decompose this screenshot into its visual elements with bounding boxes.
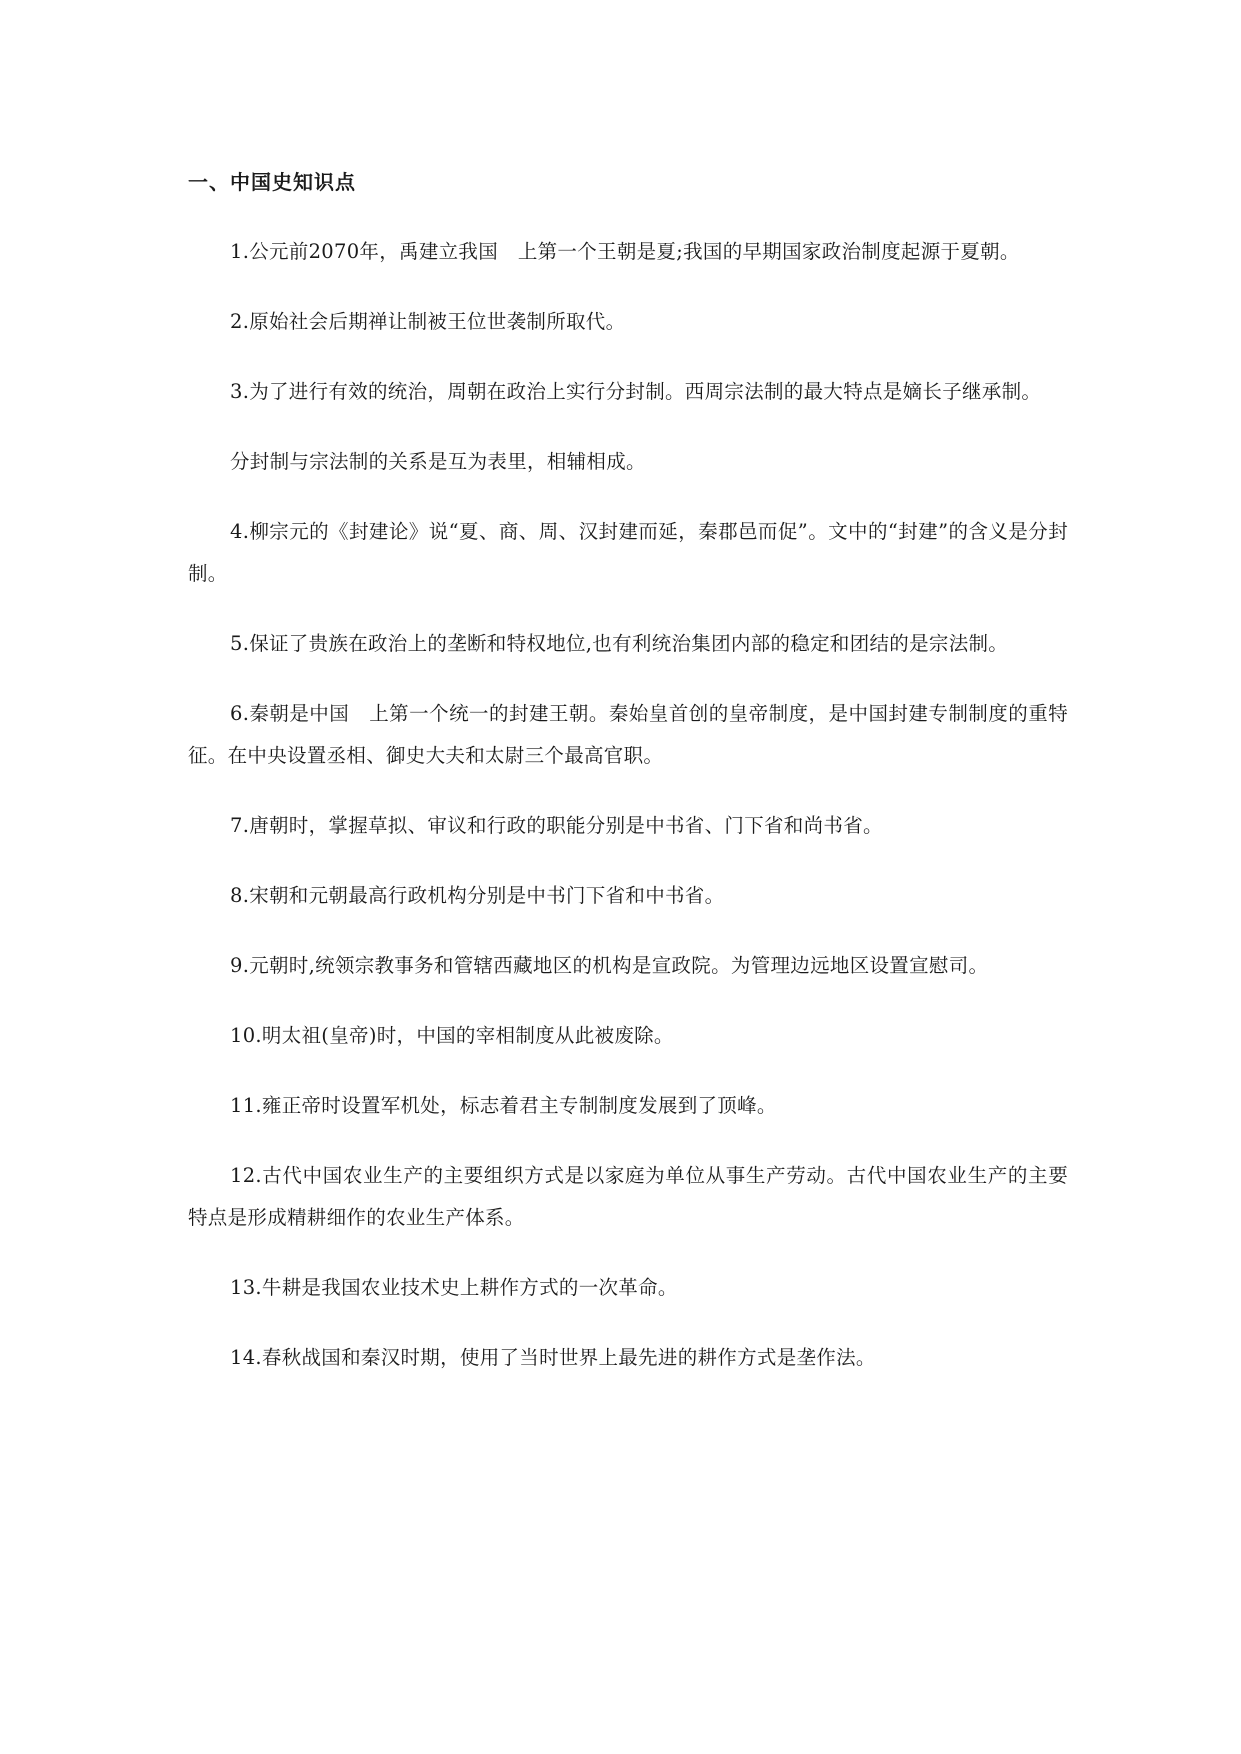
paragraph-3: 3.为了进行有效的统治，周朝在政治上实行分封制。西周宗法制的最大特点是嫡长子继承制。 <box>230 380 1042 403</box>
paragraph-11: 11.雍正帝时设置军机处，标志着君主专制制度发展到了顶峰。 <box>230 1094 777 1117</box>
paragraph-7: 7.唐朝时，掌握草拟、审议和行政的职能分别是中书省、门下省和尚书省。 <box>230 814 883 837</box>
paragraph-13: 13.牛耕是我国农业技术史上耕作方式的一次革命。 <box>230 1276 678 1299</box>
paragraph-3-note: 分封制与宗法制的关系是互为表里，相辅相成。 <box>230 450 646 473</box>
paragraph-12: 12.古代中国农业生产的主要组织方式是以家庭为单位从事生产劳动。古代中国农业生产的主要特点是形成精耕细作的农业生产体系。 <box>188 1164 1068 1229</box>
paragraph-2: 2.原始社会后期禅让制被王位世袭制所取代。 <box>230 310 626 333</box>
paragraph-5: 5.保证了贵族在政治上的垄断和特权地位,也有利统治集团内部的稳定和团结的是宗法制。 <box>230 632 1009 655</box>
paragraph-8: 8.宋朝和元朝最高行政机构分别是中书门下省和中书省。 <box>230 884 725 907</box>
paragraph-6: 6.秦朝是中国 上第一个统一的封建王朝。秦始皇首创的皇帝制度，是中国封建专制制度的重特征。在中央设置丞相、御史大夫和太尉三个最高官职。 <box>188 702 1068 767</box>
document-body <box>188 161 1068 1379</box>
paragraph-1: 1.公元前2070年，禹建立我国 上第一个王朝是夏;我国的早期国家政治制度起源于夏朝。 <box>230 240 1020 263</box>
paragraph-9: 9.元朝时,统领宗教事务和管辖西藏地区的机构是宣政院。为管理边远地区设置宣慰司。 <box>230 954 989 977</box>
paragraph-10: 10.明太祖(皇帝)时，中国的宰相制度从此被废除。 <box>230 1024 674 1047</box>
paragraph-14: 14.春秋战国和秦汉时期，使用了当时世界上最先进的耕作方式是垄作法。 <box>230 1346 876 1369</box>
paragraph-4: 4.柳宗元的《封建论》说“夏、商、周、汉封建而延，秦郡邑而促”。文中的“封建”的含义是分封制。 <box>188 520 1068 585</box>
section-heading: 一、中国史知识点 <box>188 170 356 194</box>
